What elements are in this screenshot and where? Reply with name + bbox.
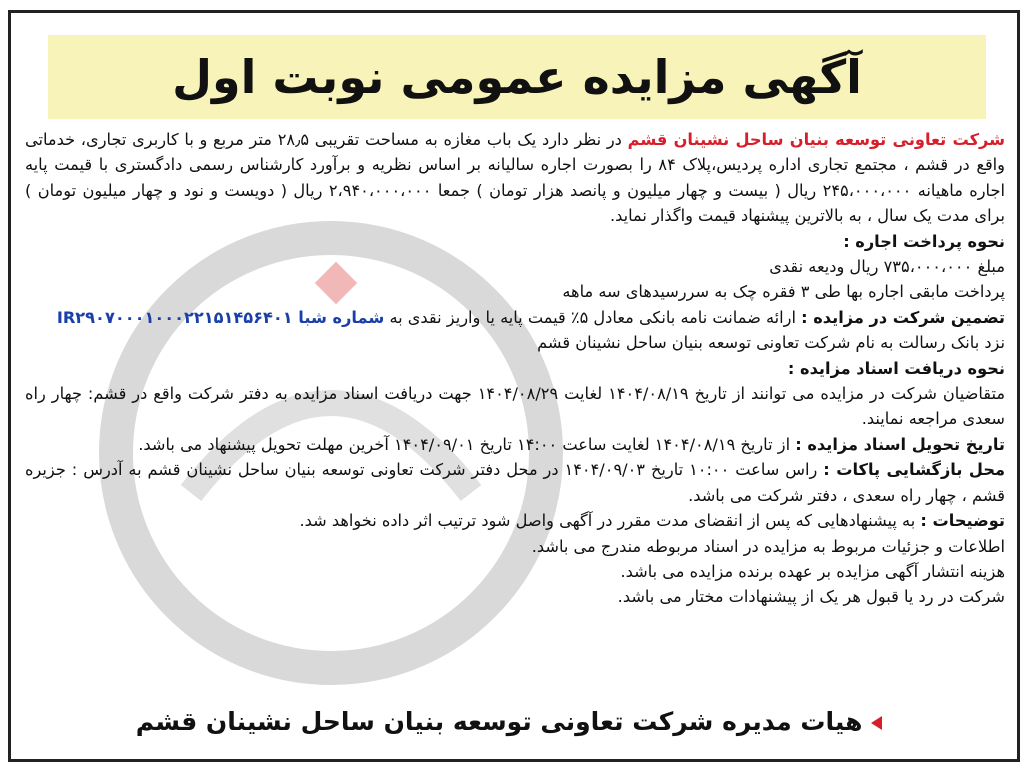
payment-line-2: پرداخت مابقی اجاره بها طی ۳ فقره چک به سررسیدهای سه ماهه (562, 282, 1005, 302)
notes-line-3: هزینه انتشار آگهی مزایده بر عهده برنده مزایده می باشد. (620, 561, 1005, 581)
intro-paragraph (25, 127, 1005, 229)
delivery-paragraph (25, 432, 1005, 457)
guarantee-paragraph (25, 305, 1005, 330)
opening-text: راس ساعت ۱۰:۰۰ تاریخ ۱۴۰۴/۰۹/۰۳ در محل دفتر شرکت تعاونی توسعه بنیان ساحل نشینان قشم به آدرس : جزیره قشم ، چهار راه سعدی ، دفتر شرکت می باشد. (25, 460, 1005, 505)
guarantee-text: ارائه ضمانت نامه بانکی معادل ۵٪ قیمت پایه یا واریز نقدی به (389, 307, 796, 327)
footer-signature (11, 707, 1017, 736)
notice-title: آگهی مزایده عمومی نوبت اول (172, 50, 862, 104)
notice-frame (8, 10, 1020, 762)
intro-text: در نظر دارد یک باب مغازه به مساحت تقریبی ۲۸٫۵ متر مربع و با کاربری تجاری، خدماتی واقع در قشم ، مجتمع تجاری اداره پردیس،پلاک ۸۴ را بصورت اجاره سالیانه بر اساس نظریه و برآورد کارشناس رسمی دادگستری با قیمت پایه اجاره ماهیانه ۲۴۵،۰۰۰،۰۰۰ ریال ( بیست و چهار میلیون و پانصد هزار تومان ) جمعا ۲،۹۴۰،۰۰۰،۰۰۰ ریال ( دویست و نود و چهار میلیون تومان ) برای مدت یک سال ، به بالاترین پیشنهاد قیمت واگذار نماید. (25, 130, 1005, 226)
guarantee-heading: تضمین شرکت در مزایده : (801, 307, 1005, 327)
payment-line-1: مبلغ ۷۳۵،۰۰۰،۰۰۰ ریال ودیعه نقدی (769, 257, 1005, 277)
payment-heading: نحوه پرداخت اجاره : (843, 231, 1005, 251)
notes-line-4: شرکت در رد یا قبول هر یک از پیشنهادات مختار می باشد. (617, 587, 1005, 607)
notes-heading: توضیحات : (920, 511, 1005, 531)
sheba-account: شماره شبا IR۲۹۰۷۰۰۰۱۰۰۰۲۲۱۵۱۴۵۶۴۰۱ (56, 307, 385, 327)
notice-body (25, 127, 1005, 610)
opening-heading: محل بازگشایی پاکات : (823, 460, 1006, 480)
delivery-heading: تاریخ تحویل اسناد مزایده : (795, 434, 1005, 454)
notes-line-2: اطلاعات و جزئیات مربوط به مزایده در اسناد مربوطه مندرج می باشد. (531, 536, 1005, 556)
delivery-text: از تاریخ ۱۴۰۴/۰۸/۱۹ لغایت ساعت ۱۴:۰۰ تاریخ ۱۴۰۴/۰۹/۰۱ آخرین مهلت تحویل پیشنهاد می باشد. (138, 434, 791, 454)
opening-paragraph (25, 457, 1005, 508)
guarantee-line-2: نزد بانک رسالت به نام شرکت تعاونی توسعه بنیان ساحل نشینان قشم (537, 333, 1005, 353)
company-name: شرکت تعاونی توسعه بنیان ساحل نشینان قشم (627, 130, 1005, 149)
footer-text: هیات مدیره شرکت تعاونی توسعه بنیان ساحل نشینان قشم (135, 707, 863, 736)
documents-heading: نحوه دریافت اسناد مزایده : (787, 358, 1005, 378)
notes-line-1: به پیشنهادهایی که پس از انقضای مدت مقرر در آگهی واصل شود ترتیب اثر داده نخواهد شد. (299, 511, 916, 531)
arrow-left-icon (871, 716, 882, 730)
documents-text: متقاضیان شرکت در مزایده می توانند از تاریخ ۱۴۰۴/۰۸/۱۹ لغایت ۱۴۰۴/۰۸/۲۹ جهت دریافت اسناد مزایده به دفتر شرکت واقع در قشم: چهار راه سعدی مراجعه نمایند. (25, 384, 1006, 429)
notes-paragraph (25, 508, 1005, 533)
